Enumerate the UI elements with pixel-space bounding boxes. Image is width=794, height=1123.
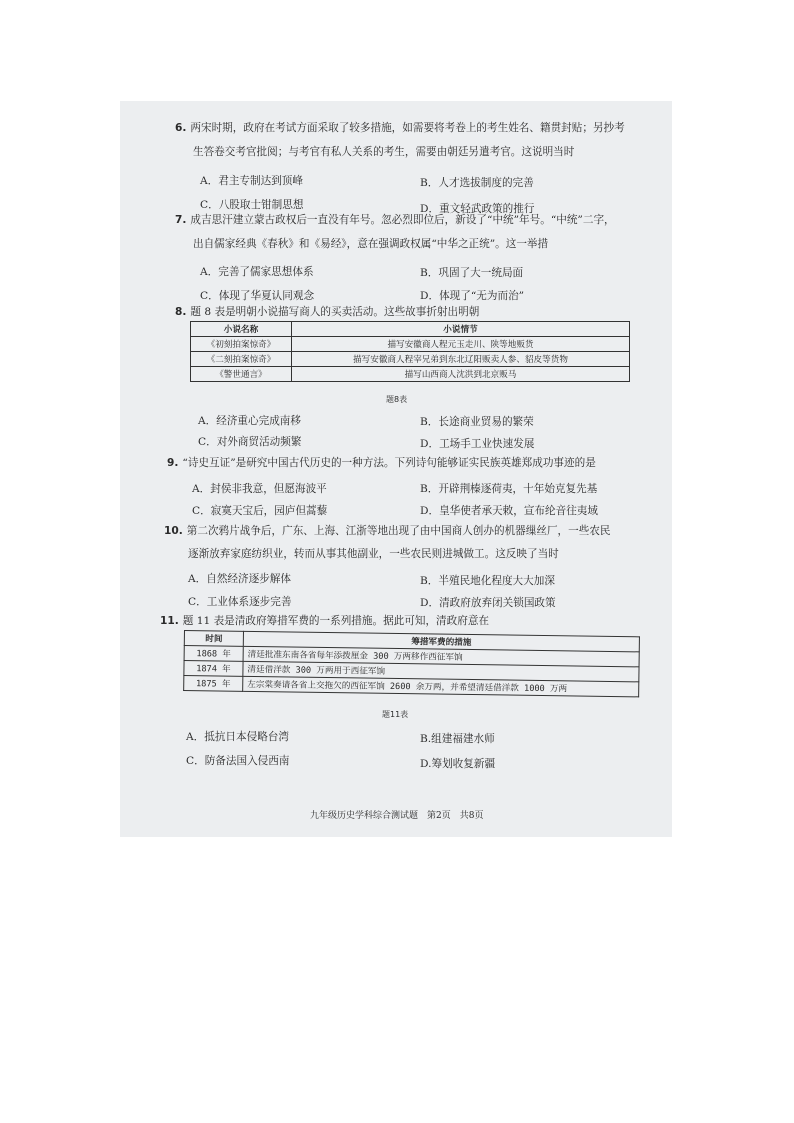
page-footer: 九年级历史学科综合测试题 第2页 共8页: [310, 811, 484, 821]
table-cell: 1868 年: [184, 646, 243, 662]
question-8-text: 题 8 表是明朝小说描写商人的买卖活动。这些故事折射出明朝: [190, 306, 480, 318]
question-10-number: 10.: [164, 525, 183, 537]
question-11-option-a: A．抵抗日本侵略台湾: [186, 731, 289, 743]
table-cell: 描写山西商人沈洪到北京贩马: [292, 367, 630, 382]
table-cell: 描写安徽商人程元玉走川、陕等地贩货: [292, 337, 630, 352]
question-11-table-caption: 题11表: [382, 710, 409, 719]
question-8-option-c: C．对外商贸活动频繁: [198, 436, 302, 448]
question-9-option-b: B．开辟荆榛逐荷夷，十年始克复先基: [420, 483, 598, 495]
question-6-number: 6.: [175, 122, 187, 134]
question-11-text: 题 11 表是清政府筹措军费的一系列措施。据此可知，清政府意在: [182, 615, 490, 627]
table-cell: 《二刻拍案惊奇》: [191, 352, 292, 367]
table-header-row: [191, 322, 630, 337]
question-8-option-d: D．工场手工业快速发展: [420, 438, 535, 450]
table-cell: 1875 年: [184, 676, 243, 692]
question-7-stem-line1: [175, 215, 615, 226]
question-8-option-a: A．经济重心完成南移: [198, 415, 301, 427]
question-8-number: 8.: [175, 306, 187, 318]
table-cell: 清廷借洋款 300 万两用于西征军饷: [243, 661, 639, 682]
question-9-option-a: A．封侯非我意，但愿海波平: [192, 483, 327, 495]
question-6-option-a: A．君主专制达到顶峰: [200, 175, 303, 187]
question-7-number: 7.: [175, 214, 187, 226]
question-10-option-a: A．自然经济逐步解体: [188, 573, 291, 585]
question-6-option-c: C．八股取士钳制思想: [200, 199, 304, 211]
question-6-option-d: D．重文轻武政策的推行: [420, 203, 535, 215]
table-cell: 《初刻拍案惊奇》: [191, 337, 292, 352]
question-11-table: [183, 630, 640, 697]
table-header: 时间: [184, 631, 243, 647]
question-8-table: [190, 321, 630, 382]
table-cell: 《警世通言》: [191, 367, 292, 382]
question-11-stem: [160, 616, 489, 627]
table-cell: 左宗棠奏请各省上交拖欠的西征军饷 2600 余万两，并希望清廷借洋款 1000 万两: [243, 676, 639, 697]
question-7-option-d: D．体现了“无为而治”: [420, 290, 525, 302]
scanned-page-photo: [120, 101, 672, 837]
question-6-stem-line2: 生答卷交考官批阅；与考官有私人关系的考生，需要由朝廷另遣考官。这说明当时: [193, 146, 575, 158]
table-row: [191, 337, 630, 352]
question-11-option-d: D.筹划收复新疆: [420, 758, 496, 770]
question-9-stem: [167, 458, 596, 469]
question-6-stem-line1: [175, 123, 625, 134]
question-10-text: 第二次鸦片战争后，广东、上海、江浙等地出现了由中国商人创办的机器缫丝厂，一些农民: [186, 525, 611, 537]
question-10-stem-line1: [164, 526, 611, 537]
question-8-option-b: B．长途商业贸易的繁荣: [420, 416, 534, 428]
question-11-number: 11.: [160, 615, 179, 627]
question-8-table-caption: 题8表: [386, 395, 408, 404]
question-7-option-c: C．体现了华夏认同观念: [200, 290, 315, 302]
question-7-option-b: B．巩固了大一统局面: [420, 267, 524, 279]
question-7-option-a: A．完善了儒家思想体系: [200, 266, 314, 278]
question-7-text: 成吉思汗建立蒙古政权后一直没有年号。忽必烈即位后，新设了“中统”年号。“中统”二字，: [190, 214, 615, 226]
table-row: [191, 367, 630, 382]
question-6-option-b: B．人才选拔制度的完善: [420, 177, 534, 189]
table-header: 筹措军费的措施: [243, 631, 639, 652]
question-10-option-c: C．工业体系逐步完善: [188, 596, 292, 608]
question-10-stem-line2: 逐渐放弃家庭纺织业，转而从事其他副业，一些农民则进城做工。这反映了当时: [188, 548, 559, 560]
question-9-option-d: D．皇华使者承天敕，宣布纶音往夷域: [420, 505, 598, 517]
question-10-option-b: B．半殖民地化程度大大加深: [420, 575, 555, 587]
table-header: 小说名称: [191, 322, 292, 337]
question-10-option-d: D．清政府放弃闭关锁国政策: [420, 597, 556, 609]
question-9-number: 9.: [167, 457, 179, 469]
question-8-stem: [175, 307, 479, 318]
table-header: 小说情节: [292, 322, 630, 337]
question-7-stem-line2: 出自儒家经典《春秋》和《易经》，意在强调政权属“中华之正统”。这一举措: [193, 238, 549, 250]
question-9-option-c: C．寂寞天宝后，园庐但蒿藜: [192, 505, 328, 517]
table-cell: 清廷批准东南各省每年添拨厘金 300 万两移作西征军饷: [243, 646, 639, 667]
question-11-option-c: C．防备法国入侵西南: [186, 755, 290, 767]
question-6-text: 两宋时期，政府在考试方面采取了较多措施，如需要将考卷上的考生姓名、籍贯封贴；另抄考: [190, 122, 625, 134]
table-cell: 1874 年: [184, 661, 243, 677]
table-cell: 描写安徽商人程宰兄弟到东北辽阳贩卖人参、貂皮等货物: [292, 352, 630, 367]
table-row: [191, 352, 630, 367]
question-11-option-b: B.组建福建水师: [420, 733, 495, 745]
question-9-text: “诗史互证”是研究中国古代历史的一种方法。下列诗句能够证实民族英雄郑成功事迹的是: [182, 457, 596, 469]
